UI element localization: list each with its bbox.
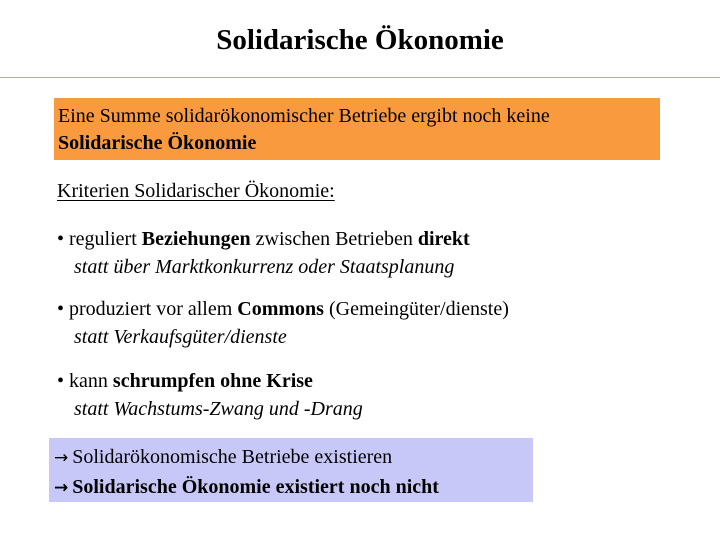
right-arrow-icon: → bbox=[54, 448, 69, 468]
criteria-text: kann bbox=[64, 370, 113, 392]
criteria-emphasis: schrumpfen ohne Krise bbox=[112, 370, 313, 392]
criteria-text: (Gemeingüter/dienste) bbox=[323, 298, 509, 320]
criteria-item bbox=[57, 225, 697, 281]
criteria-contrast: statt Verkaufsgüter/dienste bbox=[74, 326, 287, 348]
conclusion-line-1: Solidarökonomische Betriebe existieren bbox=[72, 446, 393, 468]
highlight-box bbox=[54, 98, 660, 160]
conclusion-box bbox=[49, 438, 533, 502]
highlight-line-2: Solidarische Ökonomie bbox=[58, 132, 257, 154]
criteria-heading: Kriterien Solidarischer Ökonomie: bbox=[57, 180, 335, 202]
highlight-line-1: Eine Summe solidarökonomischer Betriebe ergibt noch keine bbox=[58, 105, 550, 127]
criteria-item bbox=[57, 295, 697, 351]
bullet-marker: • bbox=[57, 228, 65, 250]
criteria-emphasis: direkt bbox=[417, 228, 470, 250]
conclusion-line-2: Solidarische Ökonomie existiert noch nicht bbox=[72, 476, 439, 498]
title-divider bbox=[0, 77, 720, 78]
criteria-contrast: statt über Marktkonkurrenz oder Staatsplanung bbox=[74, 256, 455, 278]
criteria-item bbox=[57, 367, 697, 423]
criteria-text: zwischen Betrieben bbox=[250, 228, 418, 250]
bullet-marker: • bbox=[57, 298, 65, 320]
bullet-marker: • bbox=[57, 370, 65, 392]
criteria-contrast: statt Wachstums-Zwang und -Drang bbox=[74, 398, 363, 420]
criteria-text: reguliert bbox=[64, 228, 142, 250]
page-title: Solidarische Ökonomie bbox=[216, 24, 504, 56]
criteria-text: produziert vor allem bbox=[64, 298, 238, 320]
right-arrow-icon: → bbox=[54, 478, 69, 498]
criteria-emphasis: Beziehungen bbox=[141, 228, 251, 250]
criteria-emphasis: Commons bbox=[237, 298, 324, 320]
